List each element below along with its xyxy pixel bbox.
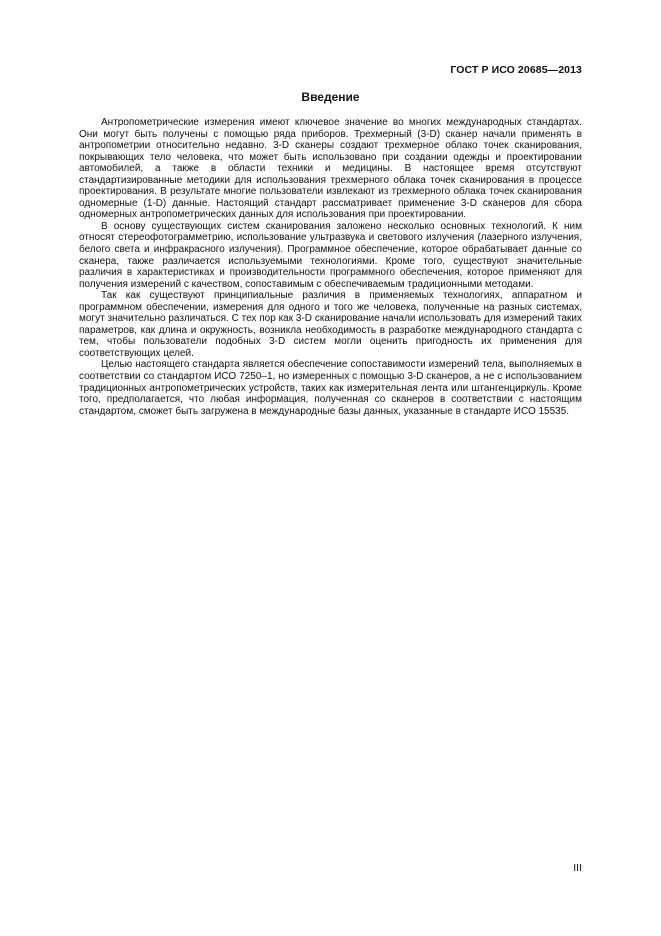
- section-title: Введение: [301, 90, 360, 104]
- paragraph-2: В основу существующих систем сканирования заложено несколько основных технологий. К ним относят стереофотограмметрию, использование ультразвука и светового излучения (лазерного излучения, белого света и инфракрасного излучения). Программное обеспечение, которое обрабатывает данные со сканера, также различается используемыми технологиями. Кроме того, существуют значительные различия в характеристиках и производительности программного обеспечения, которое применяют для получения измерений с качеством, сопоставимым с обеспечиваемым традиционными методами.: [79, 220, 582, 290]
- paragraph-3: Так как существуют принципиальные различия в применяемых технологиях, аппаратном и программном обеспечении, измерения для одного и того же человека, полученные на разных системах, могут значительно различаться. С тех пор как 3-D сканирование начали использовать для измерений таких параметров, как длина и окружность, возникла необходимость в разработке международного стандарта с тем, чтобы пользователи подобных 3-D систем могли оценить пригодность их применения для соответствующих целей.: [79, 290, 582, 359]
- section-body: [79, 117, 582, 417]
- page-number: III: [573, 862, 582, 874]
- paragraph-4: Целью настоящего стандарта является обеспечение сопоставимости измерений тела, выполняемых в соответствии со стандартом ИСО 7250–1, но измеренных с помощью 3-D сканеров, а не с использованием традиционных антропометрических устройств, таких как измерительная лента или штангенциркуль. Кроме того, предполагается, что любая информация, полученная со сканеров в соответствии с настоящим стандартом, сможет быть загружена в международные базы данных, указанные в стандарте ИСО 15535.: [79, 359, 582, 417]
- standard-id-header: ГОСТ Р ИСО 20685—2013: [450, 64, 582, 76]
- paragraph-1: Антропометрические измерения имеют ключевое значение во многих международных стандартах. Они могут быть получены с помощью ряда приборов. Трехмерный (3-D) сканер начали применять в антропометрии относительно недавно. 3-D сканеры создают трехмерное облако точек сканирования, покрывающих тело человека, что может быть использовано при создании одежды и проектировании автомобилей, а также в области техники и медицины. В настоящее время отсутствуют стандартизированные методики для использования трехмерного облака точек сканирования в процессе проектирования. В результате многие пользователи извлекают из трехмерного облака точек сканирования одномерные (1-D) данные. Настоящий стандарт рассматривает применение 3-D сканеров для сбора одномерных антропометрических данных для использования при проектировании.: [79, 117, 582, 221]
